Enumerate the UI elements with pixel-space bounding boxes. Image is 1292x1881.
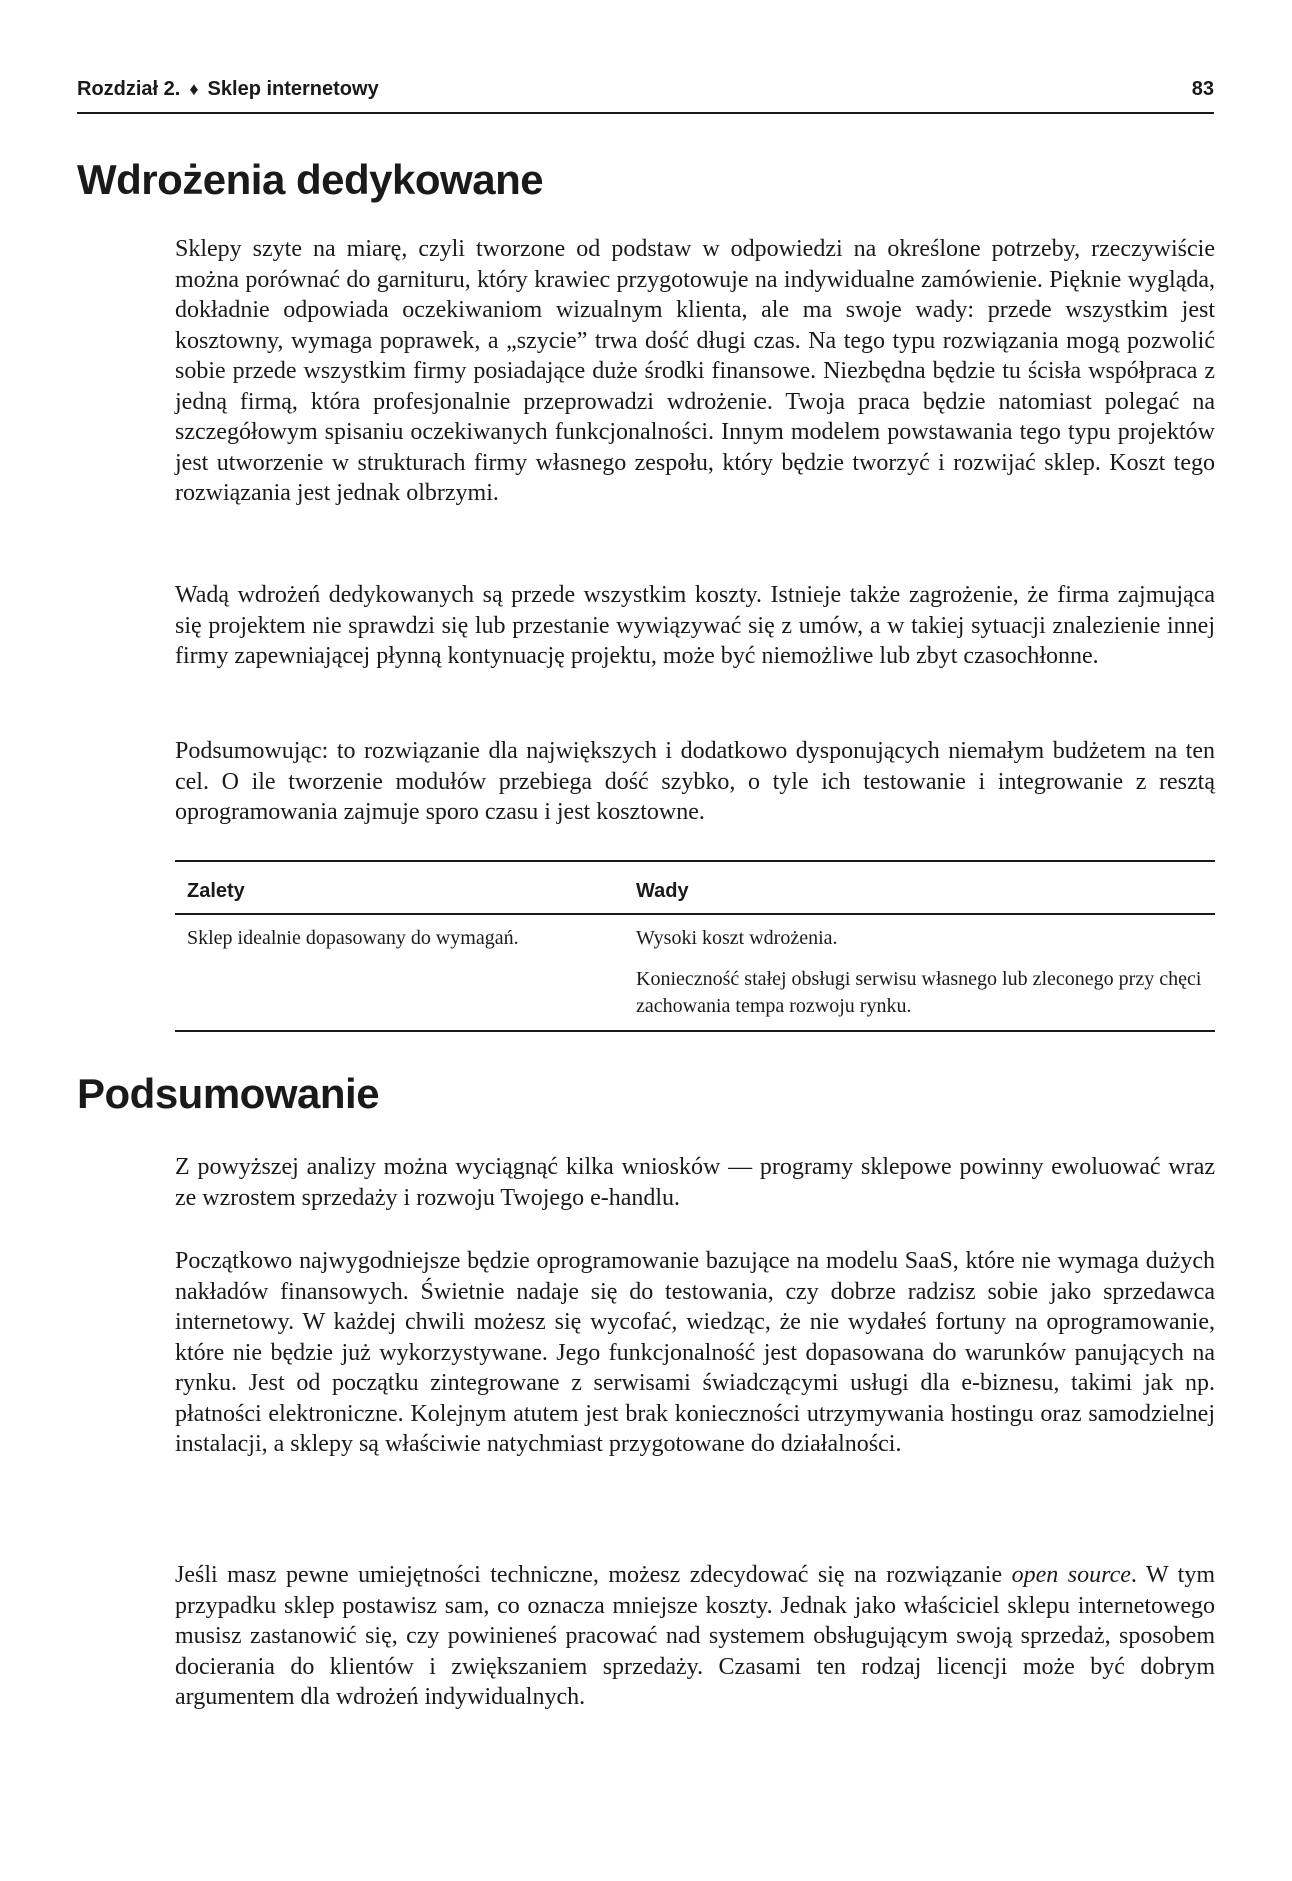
table-cell: Sklep idealnie dopasowany do wymagań.: [187, 927, 519, 949]
column-header-cons: Wady: [624, 862, 1215, 914]
paragraph: Sklepy szyte na miarę, czyli tworzone od podstaw w odpowiedzi na określone potrzeby, rzeczywiście można porównać do garnituru, który krawiec przygotowuje na indywidualne zamówienie. Pięknie wygląda, dokładnie odpowiada oczekiwaniom wizualnym klienta, ale ma swoje wady: przede wszystkim jest kosztowny, wymaga poprawek, a „szycie” trwa dość długi czas. Na tego typu rozwiązania mogą pozwolić sobie przede wszystkim firmy posiadające duże środki finansowe. Niezbędna będzie tu ścisła współpraca z jedną firmą, która profesjonalnie przeprowadzi wdrożenie. Twoja praca będzie natomiast polegać na szczegółowym spisaniu oczekiwanych funkcjonalności. Innym modelem powstawania tego typu projektów jest utworzenie w strukturach firmy własnego zespołu, który będzie tworzyć i rozwijać sklep. Koszt tego rozwiązania jest jednak olbrzymi.: [175, 236, 1215, 506]
diamond-separator-icon: ♦: [189, 79, 199, 99]
table-row: [175, 914, 1215, 956]
chapter-label: Rozdział 2.: [77, 78, 181, 100]
table-cell: Wysoki koszt wdrożenia.: [636, 927, 838, 949]
italic-term: open source: [1011, 1562, 1131, 1588]
page-number: 83: [1191, 78, 1214, 100]
paragraph: Wadą wdrożeń dedykowanych są przede wszystkim koszty. Istnieje także zagrożenie, że firma zajmująca się projektem nie sprawdzi się lub przestanie wywiązywać się z umów, a w takiej sytuacji znalezienie innej firmy zapewniającej płynną kontynuację projektu, może być niemożliwe lub zbyt czasochłonne.: [175, 582, 1215, 669]
pros-cons-table: [175, 860, 1215, 1032]
paragraph: Początkowo najwygodniejsze będzie oprogramowanie bazujące na modelu SaaS, które nie wymaga dużych nakładów finansowych. Świetnie nadaje się do testowania, czy dobrze radzisz sobie jako sprzedawca internetowy. W każdej chwili możesz się wycofać, wiedząc, że nie wydałeś fortuny na oprogramowanie, które nie będzie już wykorzystywane. Jego funkcjonalność jest dopasowana do warunków panujących na rynku. Jest od początku zintegrowane z serwisami świadczącymi usługi dla e-biznesu, takimi jak np. płatności elektroniczne. Kolejnym atutem jest brak konieczności utrzymywania hostingu oraz samodzielnej instalacji, a sklepy są właściwie natychmiast przygotowane do działalności.: [175, 1248, 1215, 1457]
running-header: [77, 74, 1214, 114]
section-heading-wdrozenia: Wdrożenia dedykowane: [77, 156, 544, 203]
section-heading-podsumowanie: Podsumowanie: [77, 1070, 380, 1117]
paragraph: [175, 1560, 1215, 1713]
table-cell: Konieczność stałej obsługi serwisu własnego lub zleconego przy chęci zachowania tempa rozwoju rynku.: [636, 968, 1202, 1017]
running-header-title: [77, 78, 379, 101]
table-row: [175, 956, 1215, 1030]
section-label: Sklep internetowy: [207, 78, 379, 100]
paragraph-text: Jeśli masz pewne umiejętności techniczne, możesz zdecydować się na rozwiązanie: [175, 1562, 1012, 1588]
paragraph: Podsumowując: to rozwiązanie dla największych i dodatkowo dysponujących niemałym budżetem na ten cel. O ile tworzenie modułów przebiega dość szybko, o tyle ich testowanie i integrowanie z resztą oprogramowania zajmuje sporo czasu i jest kosztowne.: [175, 738, 1215, 825]
paragraph: Z powyższej analizy można wyciągnąć kilka wniosków — programy sklepowe powinny ewoluować wraz ze wzrostem sprzedaży i rozwoju Twojego e-handlu.: [175, 1154, 1215, 1211]
paragraph-text: . W tym przypadku sklep postawisz sam, co oznacza mniejsze koszty. Jednak jako właściciel sklepu internetowego musisz zastanowić się, czy powinieneś pracować nad systemem obsługującym swoją sprzedaż, sposobem docierania do klientów i zwiększaniem sprzedaży. Czasami ten rodzaj licencji może być dobrym argumentem dla wdrożeń indywidualnych.: [175, 1562, 1215, 1710]
table-header-row: [175, 862, 1215, 914]
column-header-pros: Zalety: [175, 862, 624, 914]
table-cell: [175, 956, 624, 1030]
